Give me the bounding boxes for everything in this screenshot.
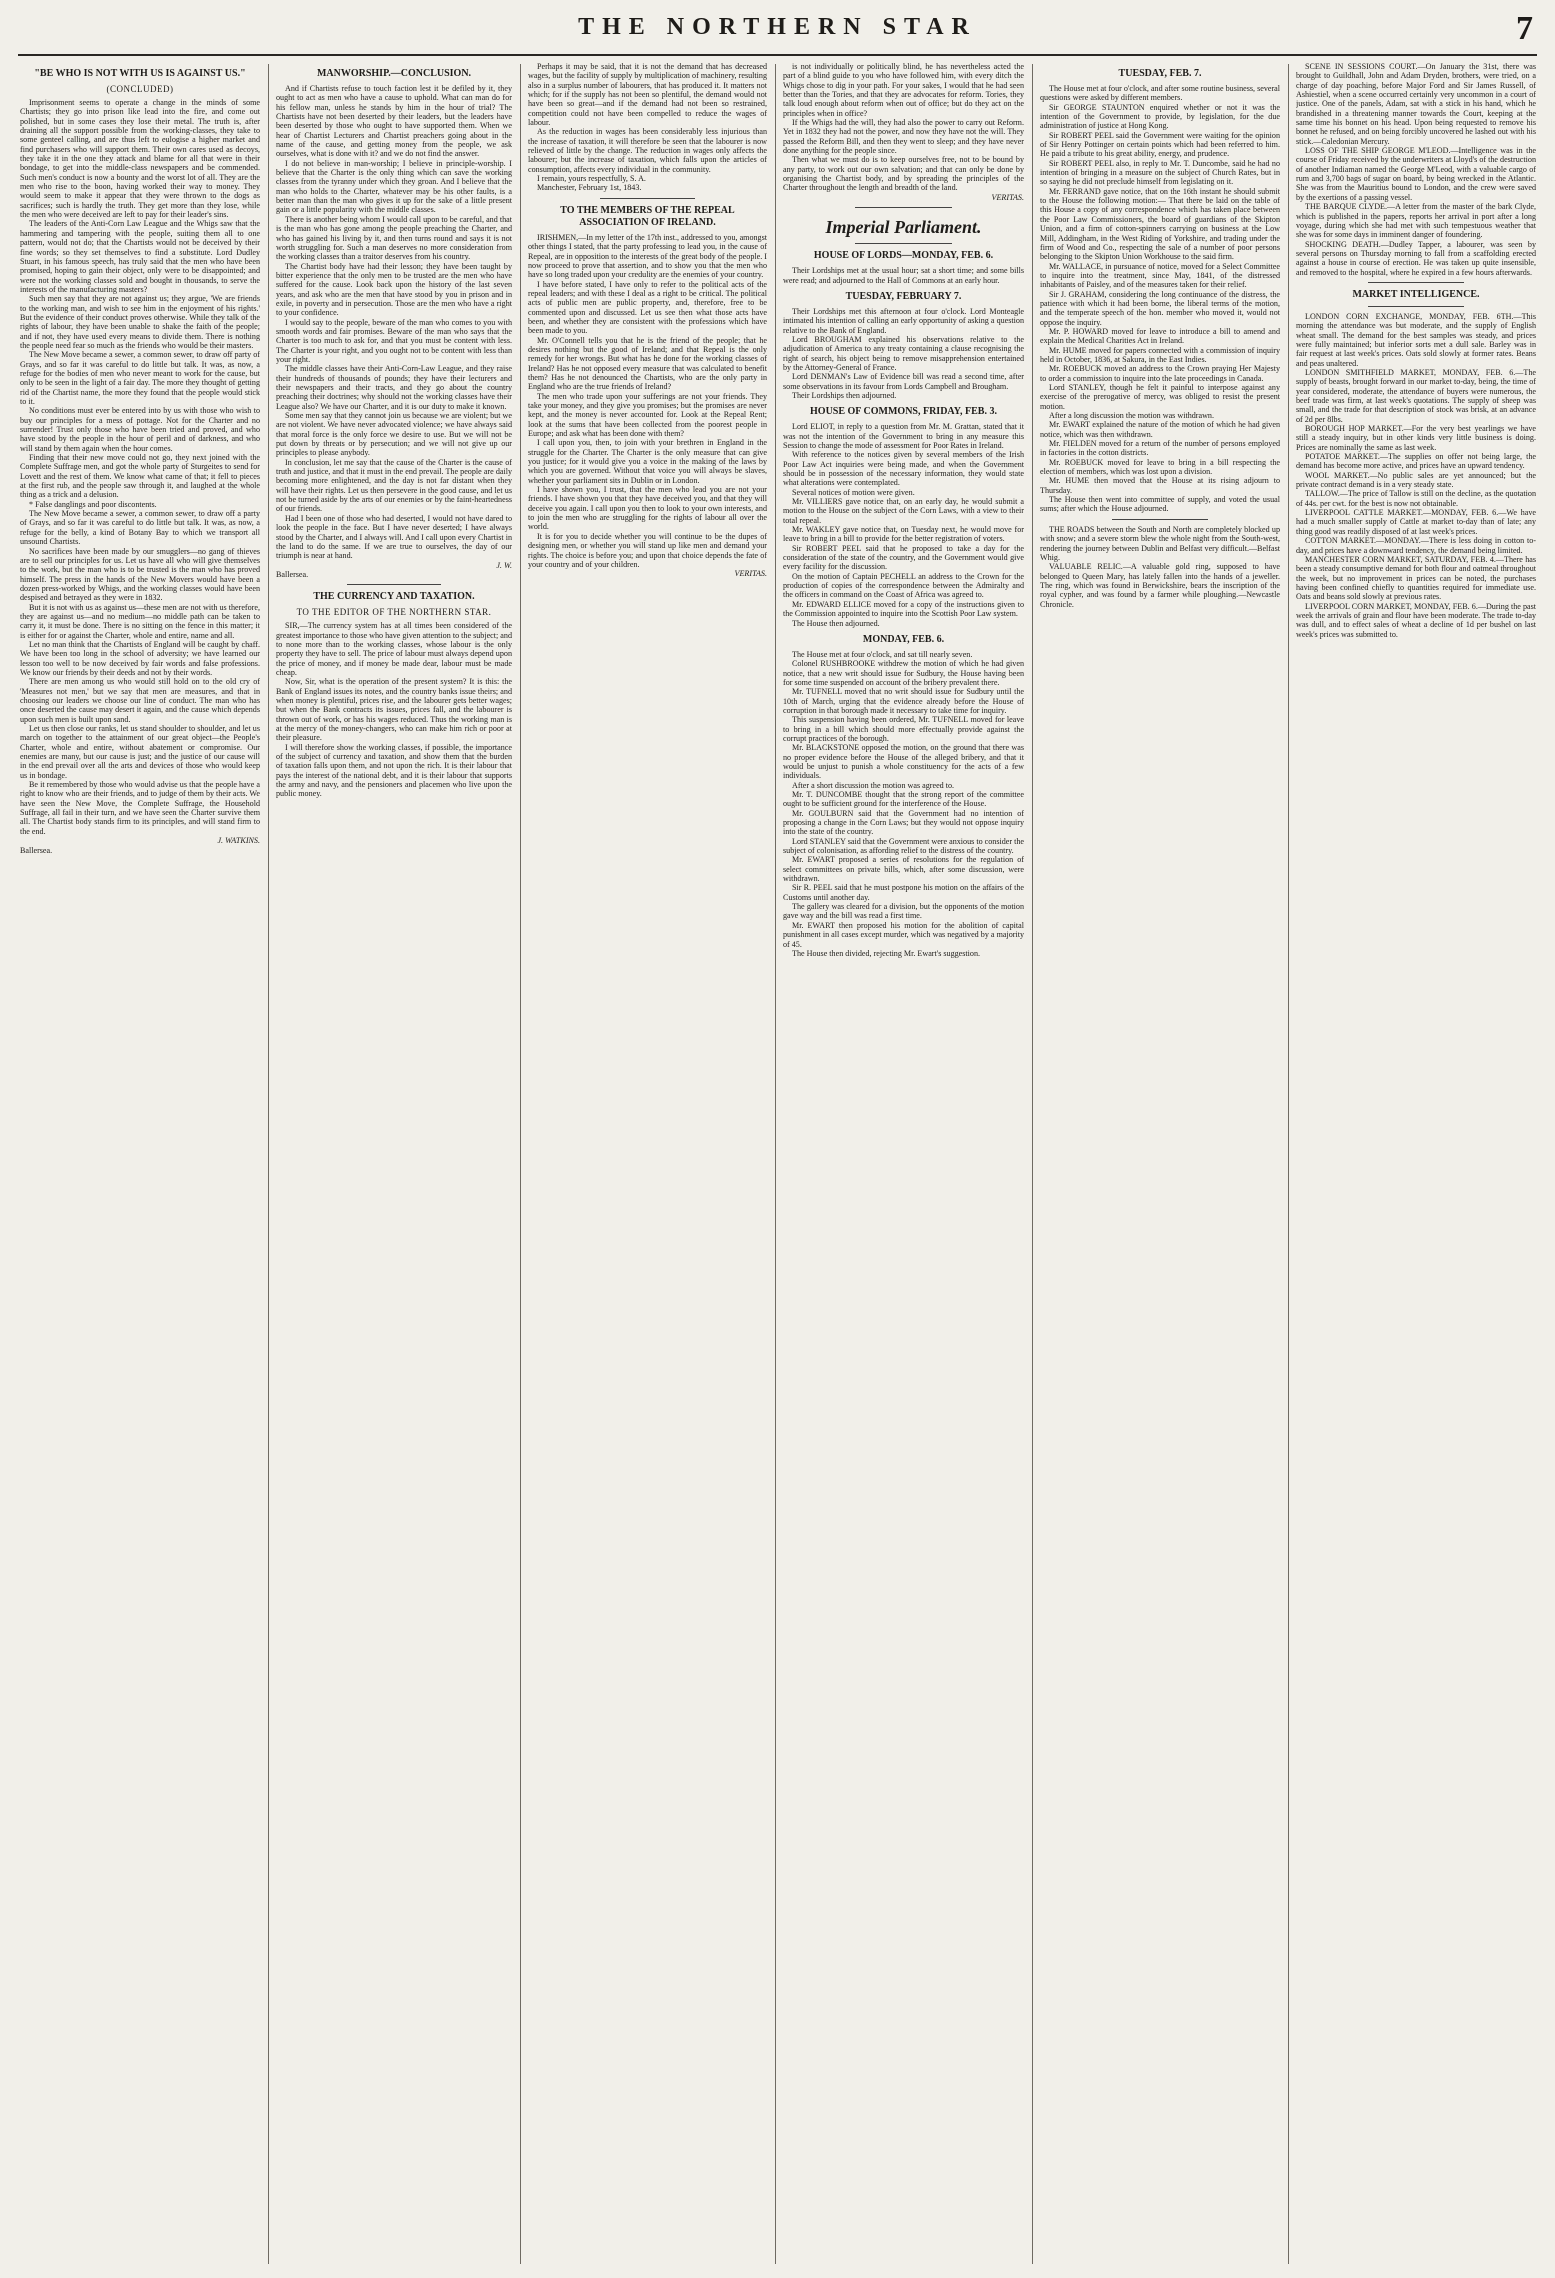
paragraph: This suspension having been ordered, Mr. TUFNELL moved for leave to bring in a bill which should more effectually provide against the corrupt practices of the borough. bbox=[783, 715, 1024, 743]
paragraph: The House then divided, rejecting Mr. Ewart's suggestion. bbox=[792, 948, 981, 958]
column-4 bbox=[783, 62, 1024, 2268]
paragraph: THE BARQUE CLYDE.—A letter from the master of the bark Clyde, which is published in the papers, reports her arrival in port after a long voyage, during which she had met with such tempestuous weather that she was for some days in imminent danger of foundering. bbox=[1296, 202, 1536, 240]
market-reports bbox=[1296, 312, 1536, 639]
article-body bbox=[528, 62, 767, 193]
section-rule bbox=[600, 198, 696, 199]
paragraph: After a long discussion the motion was withdrawn. bbox=[1049, 411, 1214, 421]
paragraph: is not individually or politically blind, he has nevertheless acted the part of a blind guide to you who have followed him, with every ditch the Whigs chose to dig in your path. For your sakes, I would that he had seen better than the Tories, and that they are advocates for reform. Tories, they talk loud enough about reform when out of office; but do they act on the principles when in office? bbox=[783, 62, 1024, 118]
paragraph: LONDON CORN EXCHANGE, MONDAY, FEB. 6TH.—This morning the attendance was but moderate, and the supply of English wheat small. The demand for the best samples was steady, and prices were fully maintained; but inferior sorts met a dull sale. Barley was in fair request at last week's prices. Oats sold slowly at former rates. Beans and peas unaltered. bbox=[1296, 311, 1536, 368]
paragraph: If the Whigs had the will, they had also the power to carry out Reform. Yet in 1832 they had not the power, and now they have not the will. They passed the Reform Bill, and then they went to sleep; and they have never done anything for the people since. bbox=[783, 118, 1024, 156]
news-items bbox=[1296, 62, 1536, 277]
section-heading: HOUSE OF COMMONS, FRIDAY, FEB. 3. bbox=[810, 406, 997, 418]
paragraph: VALUABLE RELIC.—A valuable gold ring, supposed to have belonged to Queen Mary, has lately fallen into the hands of a jeweller. The ring, which was found in Berwickshire, bears the inscription of the royal cypher, and was found by a farmer while ploughing.—Newcastle Chronicle. bbox=[1040, 562, 1280, 609]
paragraph: Finding that their new move could not go, they next joined with the Complete Suffrage men, and got the whole party of Sturgeites to send for Lovett and the rest of them. We know what came of that; it fell to pieces at the first rub, and the people saw through it, and laughed at the whole thing as a trick and a delusion. bbox=[20, 453, 260, 500]
paragraph: Mr. ROEBUCK moved for leave to bring in a bill respecting the election of members, which was lost upon a division. bbox=[1040, 457, 1280, 477]
paragraph: LIVERPOOL CATTLE MARKET.—MONDAY, FEB. 6.—We have had a much smaller supply of Cattle at market to-day than of late; any thing good was readily disposed of at last week's prices. bbox=[1296, 508, 1536, 536]
paragraph: Sir GEORGE STAUNTON enquired whether or not it was the intention of the Government to provide, by legislation, for the due administration of justice at Hong Kong. bbox=[1040, 102, 1280, 131]
paragraph: TALLOW.—The price of Tallow is still on the decline, as the quotation of 44s. per cwt. for the best is now not obtainable. bbox=[1296, 489, 1536, 508]
section-rule bbox=[1368, 306, 1464, 307]
paragraph: SCENE IN SESSIONS COURT.—On January the 31st, there was brought to Guildhall, John and Adam Dryden, brothers, were tried, on a charge of day poaching, before Major Ford and Sir James Russell, of Ashiestiel, when a scene occurred certainly very uncommon in a court of justice. One of the panels, Adam, sat with a stick in his hand, which he brandished in a threatening manner towards the Court, keeping at the same time his bonnet on his head. Upon being requested to remove his bonnet he refused, and on being forcibly uncovered he lashed out with his stick.—Caledonian Mercury. bbox=[1296, 62, 1536, 146]
paragraph: BOROUGH HOP MARKET.—For the very best yearlings we have still a steady inquiry, but in other kinds very little business is doing. Prices are nominally the same as last week. bbox=[1296, 424, 1536, 452]
paragraph: Mr. T. DUNCOMBE thought that the strong report of the committee ought to be sufficient ground for the interference of the House. bbox=[783, 790, 1024, 809]
paragraph: POTATOE MARKET.—The supplies on offer not being large, the demand has become more active, and prices have an upward tendency. bbox=[1296, 452, 1536, 471]
article-subheading: (CONCLUDED) bbox=[106, 84, 174, 94]
column-divider bbox=[1288, 64, 1289, 2264]
article-subheading: TO THE EDITOR OF THE NORTHERN STAR. bbox=[296, 607, 492, 618]
paragraph: WOOL MARKET.—No public sales are yet announced; but the private contract demand is in a very steady state. bbox=[1296, 470, 1536, 490]
paragraph: The leaders of the Anti-Corn Law League and the Whigs saw that the hammering and tampering with the people, suiting them all to one pattern, would not do; that the Chartists would not be deceived by their fine words; so they set themselves to find a substitute. Lord Dudley Stuart, in his famous speech, has truly said that the men who have been promised, hoping to gain their object, only were to be disappointed; and were not the working classes sold and bought in thousands, to serve the interests of the manufacturing masters? bbox=[20, 219, 260, 294]
paragraph: The men who trade upon your sufferings are not your friends. They take your money, and they give you promises; but the promises are never kept, and the money is never accounted for. Look at the Repeal Rent; look at the sums that have been collected from the poorest people in Europe; and ask what has been done with them? bbox=[528, 391, 767, 439]
paragraph: Mr. VILLIERS gave notice that, on an early day, he would submit a motion to the House on the subject of the Corn Laws, with a view to their total repeal. bbox=[783, 497, 1024, 525]
paragraph: In conclusion, let me say that the cause of the Charter is the cause of truth and justice, and that it must in the end prevail. The people are daily becoming more enlightened, and the day is not far distant when they will have their rights. Let us then persevere in the good cause, and let us not be turned aside by the arts of our enemies or by the faint-heartedness of our friends. bbox=[276, 457, 512, 514]
article-signature: J. W. bbox=[496, 560, 512, 570]
paragraph: I would say to the people, beware of the man who comes to you with smooth words and fair promises. Beware of the man who says that the Charter is too much to ask for, and that you must be content with less. The Charter is your right, and you ought not to be content with less than your right. bbox=[276, 317, 512, 364]
paragraph: I have shown you, I trust, that the men who lead you are not your friends. I have shown you that they have deceived you, and that they will deceive you again. I call upon you then to look to your own interests, and to join the men who are struggling for the rights of labour all over the world. bbox=[528, 485, 767, 532]
paragraph: Lord ELIOT, in reply to a question from Mr. M. Grattan, stated that it was not the intention of the Government to bring in any measure this Session to change the mode of assessment for Poor Rates in Ireland. bbox=[783, 422, 1024, 450]
article-signature: J. WATKINS. bbox=[217, 836, 260, 846]
section-rule bbox=[1368, 282, 1464, 283]
column-6 bbox=[1296, 62, 1536, 2268]
paragraph: Had I been one of those who had deserted, I would not have dared to look the people in the face. But I have never deserted; I have always stood by the Charter, and I always will. And I call upon every Chartist in the land to do the same. If we are true to ourselves, the day of our triumph is near at hand. bbox=[276, 513, 512, 561]
article-signature: VERITAS. bbox=[991, 192, 1024, 202]
paragraph: Mr. WALLACE, in pursuance of notice, moved for a Select Committee to inquire into the treatment, since May, 1841, of the distressed inhabitants of Paisley, and of the measures taken for their relief. bbox=[1040, 261, 1280, 290]
paragraph: Imprisonment seems to operate a change in the minds of some Chartists; they go into prison like lead into the fire, and come out polished, but in some cases they lose their metal. The truth is, after draining all the support possible from the working-classes, they take to some genteel calling, and are thus left to eulogise a higher market and find purchasers who will support them. Their own cares used as decoys, they take it in the one they attack and blame for all that were in their bondage, to get into the middle-class newspapers and be commended. Such men's conduct is now a bounty and the worst lot of all. They are the men who rise to the boon, having worked their way to money. They would seem to make it appear that they were thrown to the dogs as sacrifices; such is hardly the truth. They get more than they lose, while the men who were deceived are left to pay for their leader's sins. bbox=[20, 98, 260, 220]
section-heading: HOUSE OF LORDS—MONDAY, FEB. 6. bbox=[813, 250, 994, 262]
paragraph: Their Lordships then adjourned. bbox=[792, 390, 897, 400]
paragraph: Mr. GOULBURN said that the Government had no intention of proposing a change in the Corn Laws; but they would not oppose inquiry into the state of the country. bbox=[783, 808, 1024, 837]
article-body bbox=[20, 98, 260, 836]
paragraph: Mr. HUME moved for papers connected with a commission of inquiry held in October, 1836, at Sakura, in the East Indies. bbox=[1040, 345, 1280, 364]
paragraph: Sir ROBERT PEEL said the Government were waiting for the opinion of Sir Henry Pottinger on certain points which had been referred to him. He paid a tribute to his great ability, energy, and prudence. bbox=[1040, 130, 1280, 159]
market-heading: MARKET INTELLIGENCE. bbox=[1352, 288, 1480, 300]
column-1 bbox=[20, 62, 260, 2268]
paragraph: Lord STANLEY, though he felt it painful to interpose against any exercise of the prerogative of mercy, was obliged to resist the present motion. bbox=[1040, 383, 1280, 411]
column-divider bbox=[775, 64, 776, 2264]
paragraph: Mr. EWART proposed a series of resolutions for the regulation of select committees on private bills, which, after some discussion, were withdrawn. bbox=[783, 855, 1024, 884]
paragraph: The middle classes have their Anti-Corn-Law League, and they raise their hundreds of thousands of pounds; they have their lecturers and their newspapers and their tracts, and they go about the country preaching their doctrines; why should not the working classes have their League also? We have our Charter, and it is our duty to make it known. bbox=[276, 364, 512, 411]
paragraph: Mr. FERRAND gave notice, that on the 16th instant he should submit to the House the following motion:— That there be laid on the table of this House a copy of any correspondence which has taken place between the Poor Law Commissioners, the board of guardians of the Skipton Union, and a firm of cotton-spinners carrying on business at the Low Mill, Addingham, in the West Riding of Yorkshire, and trading under the firm of Wood and Co., respecting the sale of a number of poor persons belonging to the Skipton Union Workhouse to the said firm. bbox=[1040, 186, 1280, 262]
paragraph: Mr. O'Connell tells you that he is the friend of the people; that he desires nothing but the good of Ireland; and that Repeal is the only remedy for her wrongs. But what has he done for the working classes of Ireland? Has he not opposed every measure that was calculated to benefit them? Has he not denounced the Chartists, who are the only party in England who are the true friends of Ireland? bbox=[528, 335, 767, 392]
paragraph: But it is not with us as against us—these men are not with us therefore, they are against us—and no medium—no middle path can be taken to carry it, it must be done. There is no sitting on the fence in this matter; it is either for or against the Charter, whole and entire, name and all. bbox=[20, 602, 260, 640]
paragraph: Their Lordships met this afternoon at four o'clock. Lord Monteagle intimated his intention of calling an early opportunity of asking a question relative to the Bank of England. bbox=[783, 306, 1024, 335]
section-rule bbox=[855, 243, 951, 244]
paragraph: The House met at four o'clock, and after some routine business, several questions were asked by different members. bbox=[1040, 84, 1280, 103]
paragraph: As the reduction in wages has been considerably less injurious than the increase of taxation, it will therefore be seen that the labourer is now relieved of little by the change. The reduction in wages only affects the labourer; but the increase of taxation, which falls upon the articles of consumption, affects every individual in the community. bbox=[528, 127, 767, 174]
paragraph: No conditions must ever be entered into by us with those who wish to buy our principles for a mess of pottage. Not for the Charter and no surrender! Trust only those who have been tried and proved, and who have stood by the people in the hour of peril and of darkness, and who will stand by them again when the hour comes. bbox=[20, 406, 260, 453]
paragraph: Sir ROBERT PEEL said that he proposed to take a day for the consideration of the state of the country, and the Government would give every facility for the discussion. bbox=[783, 543, 1024, 572]
newspaper-title: THE NORTHERN STAR bbox=[578, 14, 977, 40]
paragraph: LONDON SMITHFIELD MARKET, MONDAY, FEB. 6.—The supply of beasts, brought forward in our market to-day, being, the time of year considered, moderate, the attendance of buyers were numerous, the beef trade was firm, at last week's quotations. The supply of sheep was small, and the trade for that description of stock was brisk, at an advance of 2d per 8lbs. bbox=[1296, 367, 1536, 424]
section-rule bbox=[1112, 519, 1208, 520]
paragraph: Colonel RUSHBROOKE withdrew the motion of which he had given notice, that a new writ should issue for Sudbury, the House having been for some time suspended on account of the bribery prevalent there. bbox=[783, 659, 1024, 687]
article-body bbox=[276, 84, 512, 561]
paragraph: SIR,—The currency system has at all times been considered of the greatest importance to those who have given attention to the subject; and to none more than to the working classes, whose labour is the only property they have to sell. The price of labour must always depend upon the price of money, and if money be made dear, labour must be made cheap. bbox=[276, 621, 512, 677]
paragraph: Several notices of motion were given. bbox=[792, 487, 915, 497]
paragraph: LIVERPOOL CORN MARKET, MONDAY, FEB. 6.—During the past week the arrivals of grain and flour have been moderate. The trade to-day was dull, and to effect sales of wheat a decline of 1d per bushel on last week's prices was submitted to. bbox=[1296, 601, 1536, 639]
article-body bbox=[528, 233, 767, 569]
column-5 bbox=[1040, 62, 1280, 2268]
paragraph: Mr. FIELDEN moved for a return of the number of persons employed in factories in the cotton districts. bbox=[1040, 439, 1280, 458]
paragraph: Mr. HUME then moved that the House at its rising adjourn to Thursday. bbox=[1040, 476, 1280, 495]
paragraph: Lord DENMAN's Law of Evidence bill was read a second time, after some observations in its favour from Lords Campbell and Brougham. bbox=[783, 372, 1024, 391]
section-rule bbox=[855, 207, 951, 208]
paragraph: Mr. P. HOWARD moved for leave to introduce a bill to amend and explain the Medical Charities Act in Ireland. bbox=[1040, 326, 1280, 346]
paragraph: I remain, yours respectfully, S. A. bbox=[537, 174, 646, 184]
paragraph: The gallery was cleared for a division, but the opponents of the motion gave way and the bill was read a first time. bbox=[783, 902, 1024, 921]
article-place: Ballersea. bbox=[276, 569, 309, 579]
paragraph: The House met at four o'clock, and sat till nearly seven. bbox=[792, 649, 973, 659]
masthead-rule bbox=[18, 54, 1537, 56]
news-notes bbox=[1040, 525, 1280, 609]
paragraph: Sir J. GRAHAM, considering the long continuance of the distress, the patience with which it had been borne, the liberal terms of the motion, and the temperate speech of the hon. member who moved it, would not oppose the inquiry. bbox=[1040, 289, 1280, 327]
paragraph: And if Chartists refuse to touch faction lest it be defiled by it, they ought to act as men who have a cause to uphold. What can man do for his fellow man, unless he stands by him in the hour of trial? The Chartists have not been deserted by their leaders, but the leaders have been deserted by those who ought to have supported them. When we hear of Chartist Lecturers and Chartist preachers going about in the name of the cause, and getting money from the people, we ask ourselves, what is done with it? and we do not find the answer. bbox=[276, 84, 512, 159]
paragraph: Their Lordships met at the usual hour; sat a short time; and some bills were read; and adjourned to the Hall of Commons at an early hour. bbox=[783, 266, 1024, 285]
section-heading: MONDAY, FEB. 6. bbox=[862, 633, 945, 645]
article-heading: THE CURRENCY AND TAXATION. bbox=[313, 591, 475, 603]
article-signature: VERITAS. bbox=[734, 569, 767, 579]
paragraph: THE ROADS between the South and North are completely blocked up with snow; and a severe storm blew the whole night from the South-west, rendering the journey between Dublin and Belfast very difficult.—Belfast Whig. bbox=[1040, 524, 1280, 562]
paragraph: Perhaps it may be said, that it is not the demand that has decreased wages, but the facility of supply by multiplication of machinery, resulting also in a surplus number of labourers, that has produced it. It matters not which; for if the supply has not been so plentiful, the demand would not have been so great—and if the demand had not been so restrained, competition could not have been compelled to reduce the wages of labour. bbox=[528, 62, 767, 128]
paragraph: Mr. EDWARD ELLICE moved for a copy of the instructions given to the Commission appointed to inquire into the Scottish Poor Law system. bbox=[783, 599, 1024, 619]
paragraph: Then what we must do is to keep ourselves free, not to be bound by any party, to work out our own salvation; and that can only be done by organising the Chartist body, and by spreading the principles of the Charter throughout the length and breadth of the land. bbox=[783, 155, 1024, 193]
paragraph: The Chartist body have had their lesson; they have been taught by bitter experience that the only men to be trusted are the men who have suffered for the cause. Look back upon the history of the last seven years, and ask who are the men that have stood by you in prison and in exile, in poverty and in persecution. Those are the men who have a right to your confidence. bbox=[276, 261, 512, 318]
paragraph: Be it remembered by those who would advise us that the people have a right to know who are their friends, and to judge of them by their acts. We have seen the New Move, the Complete Suffrage, the Household Suffrage, all fail in their turn, and we have seen the Charter survive them all. The Chartist body stands firm to its principles, and will stand firm to the end. bbox=[20, 780, 260, 836]
paragraph: Mr. BLACKSTONE opposed the motion, on the ground that there was no proper evidence before the House of the alleged bribery, and that it would be unjust to punish a whole constituency for the acts of a few individuals. bbox=[783, 743, 1024, 781]
paragraph: After a short discussion the motion was agreed to. bbox=[792, 780, 955, 790]
paragraph: Mr. EWART then proposed his motion for the abolition of capital punishment in all cases except murder, which was negatived by a majority of 45. bbox=[783, 920, 1024, 949]
paragraph: Mr. EWART explained the nature of the motion of which he had given notice, which was then withdrawn. bbox=[1040, 420, 1280, 439]
paragraph: There are men among us who would still hold on to the old cry of 'Measures not men,' but we say that men are measures, and that in choosing our leaders we choose our line of conduct. The man who has once deserted the cause may desert it again, and the cause which depends upon such men is built upon sand. bbox=[20, 677, 260, 724]
paragraph: Lord STANLEY said that the Government were anxious to consider the subject of colonisation, as affording relief to the distress of the country. bbox=[783, 836, 1024, 856]
column-2 bbox=[276, 62, 512, 2268]
paragraph: I call upon you, then, to join with your brethren in England in the struggle for the Charter. The Charter is the only measure that can give you justice; for it would give you a voice in the making of the laws by which you are governed. Without that voice you will always be slaves, whether your parliament sits in Dublin or in London. bbox=[528, 438, 767, 485]
paragraph: The House then went into committee of supply, and voted the usual sums; after which the House adjourned. bbox=[1040, 495, 1280, 514]
paragraph: MANCHESTER CORN MARKET, SATURDAY, FEB. 4.—There has been a steady consumptive demand for both flour and oatmeal throughout the week, but no improvement in prices can be noted, the purchases having been confined chiefly to quantities required for immediate use. Oats and beans sold slowly at previous rates. bbox=[1296, 554, 1536, 602]
paragraph: Mr. WAKLEY gave notice that, on Tuesday next, he would move for leave to bring in a bill to provide for the better registration of voters. bbox=[783, 525, 1024, 544]
paragraph: I will therefore show the working classes, if possible, the importance of the subject of currency and taxation, and show them that the burden of taxation falls upon them, and not upon the rich. It is their labour that pays the interest of the national debt, and it is their labour that supports the army and navy, and the pensioners and placemen who live upon the public money. bbox=[276, 742, 512, 799]
article-place: Ballersea. bbox=[20, 845, 53, 855]
column-divider bbox=[520, 64, 521, 2264]
paragraph: It is for you to decide whether you will continue to be the dupes of designing men, or whether you will stand up like men and demand your rights. The choice is before you; and upon that choice depends the fate of your country and of your children. bbox=[528, 531, 767, 569]
paragraph: COTTON MARKET.—MONDAY.—There is less doing in cotton to-day, and prices have a downward tendency, the demand being limited. bbox=[1296, 536, 1536, 555]
parliament-sections bbox=[1040, 68, 1280, 514]
paragraph: Manchester, February 1st, 1843. bbox=[537, 183, 642, 193]
column-3 bbox=[528, 62, 767, 2268]
paragraph: The House then adjourned. bbox=[792, 618, 880, 628]
paragraph: * False danglings and poor discontents. bbox=[29, 499, 157, 509]
paragraph: Such men say that they are not against us; they argue, 'We are friends to the working man, and wish to see him in the enjoyment of his rights.' But the evidence of their conduct proves otherwise. While they talk of the rights of labour, they have been unable to shake the faith of the people; and if not, they have used every means to divide them. There is nothing the people need fear so much as the friends who would be their masters. bbox=[20, 294, 260, 350]
article-heading: MANWORSHIP.—CONCLUSION. bbox=[316, 68, 472, 79]
page-number: 7 bbox=[1516, 10, 1533, 47]
paragraph: Some men say that they cannot join us because we are violent; but we are not violent. We have never advocated violence; we have always said that moral force is the only force we desire to use. But we will not be put down by threats or by persecution; and we will not give up our principles to please anybody. bbox=[276, 411, 512, 458]
article-heading: TO THE MEMBERS OF THE REPEAL ASSOCIATION OF IRELAND. bbox=[560, 204, 735, 228]
paragraph: LOSS OF THE SHIP GEORGE M'LEOD.—Intelligence was in the course of Friday received by the underwriters at Lloyd's of the destruction of another Indiaman named the George M'Leod, with a valuable cargo of rum and 3,700 bags of sugar on board, by being wrecked in the Atlantic. She was from the Mauritius bound to London, and the crew were saved by the exertions of a passing vessel. bbox=[1296, 146, 1536, 202]
paragraph: The New Move became a sewer, a common sewer, to draw off party of Grays, and so far it was careful to do little but talk. It was, as now, a refuge for the bodies of men who never meant to work for the cause, but only to be seen in the light of a fair day. The more they thought of getting rid of the Chartist name, the more they found that the people would stick to it. bbox=[20, 350, 260, 406]
section-heading: TUESDAY, FEB. 7. bbox=[1118, 68, 1202, 79]
paragraph: With reference to the notices given by several members of the Irish Poor Law Act inquiries were being made, and when the Government should be in possession of the necessary information, they would state what alterations were contemplated. bbox=[783, 450, 1024, 488]
parliament-sections bbox=[783, 250, 1024, 958]
paragraph: On the motion of Captain PECHELL an address to the Crown for the production of copies of the correspondence between the Admiralty and the officers in command on the Coast of Africa was agreed to. bbox=[783, 571, 1024, 600]
paragraph: Mr. ROEBUCK moved an address to the Crown praying Her Majesty to order a commission to inquire into the late proceedings in Canada. bbox=[1040, 364, 1280, 383]
paragraph: Now, Sir, what is the operation of the present system? It is this: the Bank of England issues its notes, and the country banks issue theirs; and when money is plentiful, prices rise, and the labourer gets better wages; but when the Bank contracts its issues, prices fall, and the labourer is thrown out of work, or has his wages reduced. Thus the working man is at the mercy of the money-changers, who can make him rich or poor at their pleasure. bbox=[276, 677, 512, 743]
article-body bbox=[276, 621, 512, 799]
paragraph: No sacrifices have been made by our smugglers—no gang of thieves are to sell our principles for us. Let us have all who will give themselves to the work, but the man who is to be trusted is the man who has proved himself. The press in the hands of the New Movers would have been a dozen press-worked by Whigs, and the working classes would have been despised and betrayed as they were in 1832. bbox=[20, 546, 260, 603]
column-divider bbox=[268, 64, 269, 2264]
paragraph: Let no man think that the Chartists of England will be caught by chaff. We have been too long in the school of adversity; we have learned our lesson too well to be now deceived by fair words and false professions. We know our friends by their deeds and not by their words. bbox=[20, 639, 260, 677]
paragraph: I do not believe in man-worship; I believe in principle-worship. I believe that the Charter is the only thing which can save the working classes from the tyranny under which they groan. And I believe that the man who holds to the Charter, whatever may be his other faults, is a better man than the man who gives it up for the sake of a little present gain or a little popularity with the middle classes. bbox=[276, 158, 512, 215]
article-heading: "BE WHO IS NOT WITH US IS AGAINST US." bbox=[34, 68, 246, 79]
article-body bbox=[783, 62, 1024, 193]
paragraph: SHOCKING DEATH.—Dudley Tapper, a labourer, was seen by several persons on Thursday morning to fall from a scaffolding erected against a house in course of erection. He was taken up quite insensible, and removed to the hospital, where he expired in a few hours afterwards. bbox=[1296, 239, 1536, 277]
section-heading: TUESDAY, FEBRUARY 7. bbox=[845, 290, 962, 302]
paragraph: Let us then close our ranks, let us stand shoulder to shoulder, and let us march on together to the attainment of our great object—the People's Charter, whole and entire, without abatement or compromise. Our enemies are many, but our cause is just; and the justice of our cause will in the end prevail over all the arts and devices of those who would keep us in bondage. bbox=[20, 724, 260, 780]
section-title: Imperial Parliament. bbox=[825, 217, 982, 238]
paragraph: Lord BROUGHAM explained his observations relative to the adjudication of America to any treaty containing a clause recognising the right of search, his object being to remove misapprehension entertained by the Attorney-General of France. bbox=[783, 334, 1024, 372]
paragraph: I have before stated, I have only to refer to the political acts of the repeal leaders; and with these I deal as a right to be critical. The political acts of public men are public property, and, therefore, free to be commented upon and discussed. Let us see then what those acts have been, and whether they are consistent with the professions which have been made to you. bbox=[528, 279, 767, 336]
paragraph: Mr. TUFNELL moved that no writ should issue for Sudbury until the 10th of March, urging that the evidence already before the House of corruption in that borough made it necessary to take time for inquiry. bbox=[783, 687, 1024, 715]
paragraph: IRISHMEN,—In my letter of the 17th inst., addressed to you, amongst other things I stated, that the party professing to lead you, in the cause of Repeal, are in opposition to the interests of the great body of the people. I now proceed to prove that assertion, and to show you that the men who have so long traded upon your credulity are the enemies of your country. bbox=[528, 232, 767, 280]
paragraph: There is another being whom I would call upon to be careful, and that is the man who has gone among the people preaching the Charter, and who has gained his living by it, and then turns round and says it is not worth struggling for. Such a man deserves no more consideration from the working classes than a traitor deserves from his country. bbox=[276, 214, 512, 262]
masthead bbox=[0, 0, 1555, 58]
section-rule bbox=[347, 584, 441, 585]
paragraph: Sir ROBERT PEEL also, in reply to Mr. T. Duncombe, said he had no intention of bringing in a measure on the subject of Church Rates, but in so saying he did not preclude himself from legislating on it. bbox=[1040, 158, 1280, 187]
column-divider bbox=[1032, 64, 1033, 2264]
paragraph: The New Move became a sewer, a common sewer, to draw off a party of Grays, and so far it was careful to do little but talk. It was, as now, a refuge for the belly, a kind of Botany Bay to which we transport all unsound Chartists. bbox=[20, 509, 260, 547]
paragraph: Sir R. PEEL said that he must postpone his motion on the affairs of the Customs until another day. bbox=[783, 883, 1024, 902]
